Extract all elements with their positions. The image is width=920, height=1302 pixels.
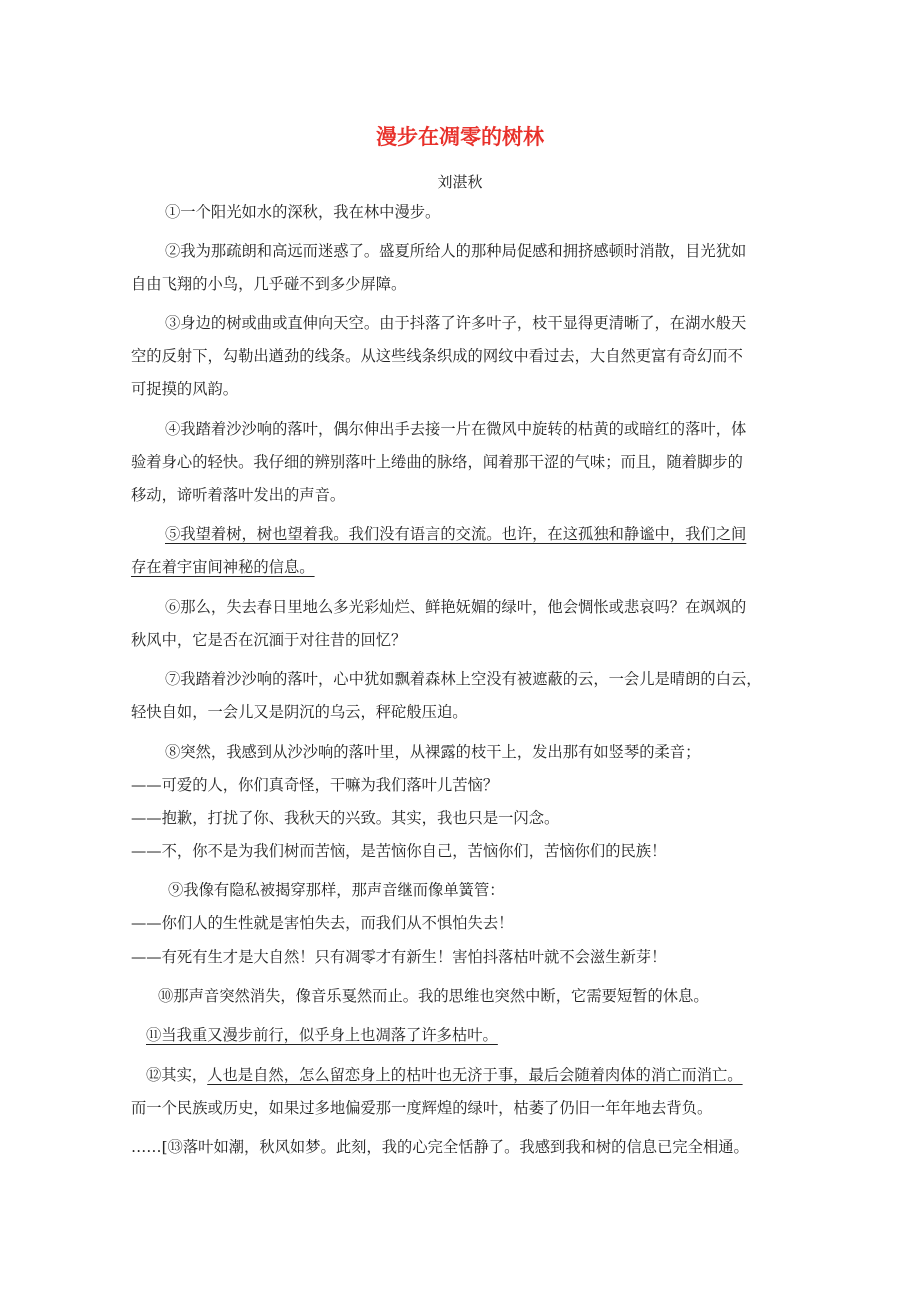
paragraph-4-line-1: ④我踏着沙沙响的落叶，偶尔伸出手去接一片在微风中旋转的枯黄的或暗红的落叶，体 (165, 420, 747, 438)
paragraph-6-line-2: 秋风中，它是否在沉湎于对往昔的回忆？ (131, 631, 407, 649)
paragraph-5-line-2: 存在着宇宙间神秘的信息。 (131, 558, 315, 576)
paragraph-7-line-1: ⑦我踏着沙沙响的落叶，心中犹如飘着森林上空没有被遮蔽的云，一会儿是晴朗的白云， (165, 670, 762, 688)
paragraph-1: ①一个阳光如水的深秋，我在林中漫步。 (165, 203, 441, 221)
dialogue-line-1: ——可爱的人，你们真奇怪，干嘛为我们落叶儿苦恼？ (131, 776, 499, 794)
paragraph-4-line-2: 验着身心的轻快。我仔细的辨别落叶上绻曲的脉络，闻着那干涩的气味；而且，随着脚步的 (131, 453, 743, 471)
paragraph-12-underlined: 人也是自然，怎么留恋身上的枯叶也无济于事，最后会随着肉体的消亡而消亡。 (207, 1066, 743, 1084)
dialogue-line-5: ——有死有生才是大自然！只有凋零才有新生！害怕抖落枯叶就不会滋生新芽！ (131, 948, 667, 966)
author-name: 刘湛秋 (437, 173, 483, 191)
paragraph-9: ⑨我像有隐私被揭穿那样，那声音继而像单簧管： (168, 881, 505, 899)
paragraph-13: ……[⑬落叶如潮，秋风如梦。此刻，我的心完全恬静了。我感到我和树的信息已完全相通。 (131, 1138, 749, 1156)
paragraph-11: ⑪当我重又漫步前行，似乎身上也凋落了许多枯叶。 (146, 1026, 498, 1044)
paragraph-7-line-2: 轻快自如，一会儿又是阴沉的乌云，秤砣般压迫。 (131, 703, 468, 721)
paragraph-3-line-3: 可捉摸的风韵。 (131, 380, 239, 398)
paragraph-8: ⑧突然，我感到从沙沙响的落叶里，从裸露的枝干上，发出那有如竖琴的柔音； (165, 743, 701, 761)
paragraph-12-lead: ⑫其实， (146, 1066, 208, 1084)
paragraph-2-line-2: 自由飞翔的小鸟，几乎碰不到多少屏障。 (131, 275, 407, 293)
paragraph-5-line-1: ⑤我望着树，树也望着我。我们没有语言的交流。也许，在这孤独和静谧中，我们之间 (165, 525, 747, 543)
paragraph-2-line-1: ②我为那疏朗和高远而迷惑了。盛夏所给人的那种局促感和拥挤感顿时消散，目光犹如 (165, 242, 747, 260)
article-title: 漫步在凋零的树林 (376, 125, 544, 149)
dialogue-line-3: ——不，你不是为我们树而苦恼，是苦恼你自己，苦恼你们，苦恼你们的民族！ (131, 842, 667, 860)
paragraph-6-line-1: ⑥那么，失去春日里地么多光彩灿烂、鲜艳妩媚的绿叶，他会惆怅或悲哀吗？在飒飒的 (165, 598, 747, 616)
paragraph-4-line-3: 移动，谛听着落叶发出的声音。 (131, 486, 346, 504)
dialogue-line-4: ——你们人的生性就是害怕失去，而我们从不惧怕失去！ (131, 914, 514, 932)
paragraph-10: ⑩那声音突然消失，像音乐戛然而止。我的思维也突然中断，它需要短暂的休息。 (158, 987, 709, 1005)
paragraph-12-line-1 (146, 1065, 743, 1085)
paragraph-3-line-2: 空的反射下，勾勒出遒劲的线条。从这些线条织成的网纹中看过去，大自然更富有奇幻而不 (131, 347, 743, 365)
paragraph-3-line-1: ③身边的树或曲或直伸向天空。由于抖落了许多叶子，枝干显得更清晰了，在湖水般天 (165, 314, 747, 332)
dialogue-line-2: ——抱歉，打扰了你、我秋天的兴致。其实，我也只是一闪念。 (131, 809, 560, 827)
paragraph-12-line-2: 而一个民族或历史，如果过多地偏爱那一度辉煌的绿叶，枯萎了仍旧一年年地去背负。 (131, 1099, 713, 1117)
